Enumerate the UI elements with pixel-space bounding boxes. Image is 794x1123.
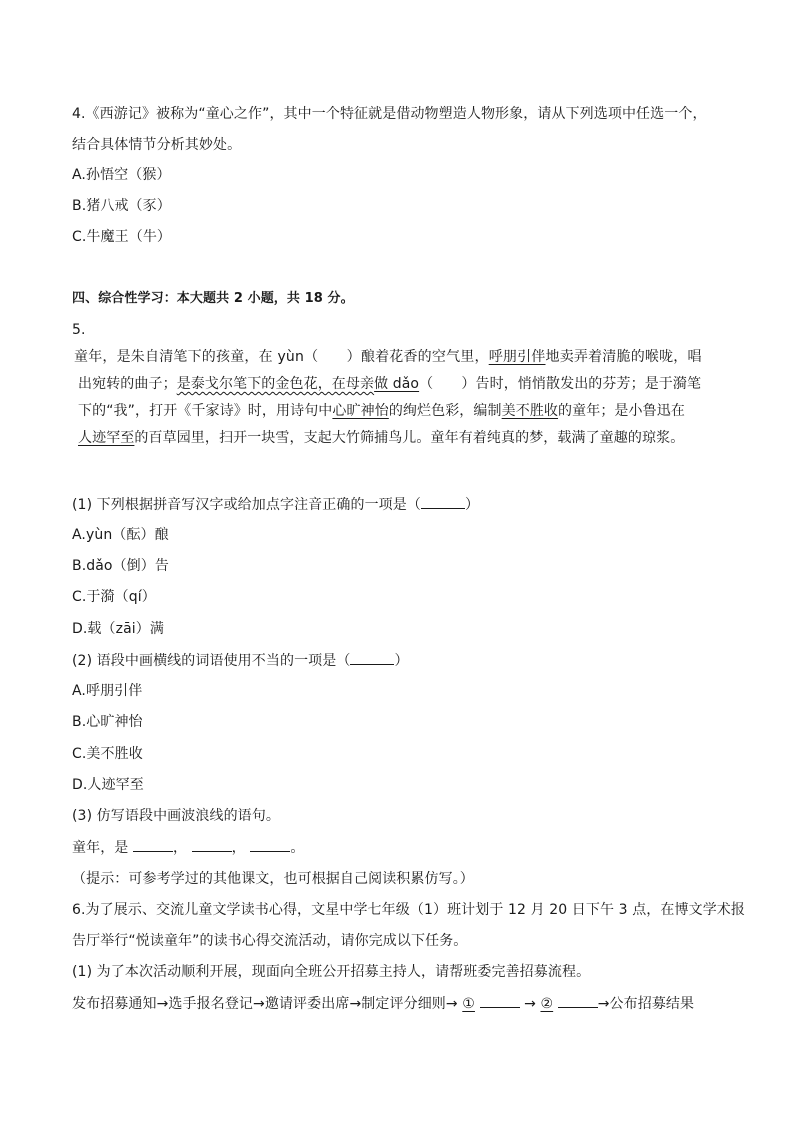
q4-option-c: C.牛魔王（牛）	[72, 229, 172, 245]
stem-text: (1) 下列根据拼音写汉字或给加点字注音正确的一项是（	[72, 497, 421, 513]
passage-text: 地卖弄着清脆的喉咙，唱	[545, 349, 702, 365]
q5-sub2-option-b: B.心旷神怡	[72, 714, 143, 730]
q5-passage-line3	[78, 401, 685, 421]
stem-text: (2) 语段中画横线的词语使用不当的一项是（	[72, 653, 351, 669]
passage-text: 的绚烂色彩，编制	[388, 403, 502, 419]
passage-text: 下的“我”，打开《千家诗》时，用诗句中	[78, 403, 333, 419]
underlined-word: 美不胜收	[501, 403, 559, 419]
q6-sub1-flow	[72, 993, 694, 1014]
arrow-icon: →	[524, 996, 536, 1012]
q5-sub3-hint: （提示：可参考学过的其他课文，也可根据自己阅读积累仿写。）	[72, 871, 474, 887]
answer-blank[interactable]	[133, 837, 173, 852]
q4-option-b: B.猪八戒（豕）	[72, 198, 171, 214]
flow-text: →公布招募结果	[597, 996, 695, 1012]
template-text: ，	[231, 840, 246, 856]
answer-blank[interactable]	[250, 837, 290, 852]
q6-stem-line2: 告厅举行“悦读童年”的读书心得交流活动，请你完成以下任务。	[72, 933, 468, 949]
q5-passage-line1	[74, 347, 702, 367]
q5-sub1-option-b: B.dǎo（倒）告	[72, 558, 169, 574]
q6-stem-line1: 6.为了展示、交流儿童文学读书心得，文星中学七年级（1）班计划于 12 月 20 日下午 3 点，在博文学术报	[72, 902, 745, 918]
circled-number-1: ①	[462, 996, 475, 1012]
q5-sub2-stem	[72, 650, 409, 671]
passage-text: 童年，是朱自清笔下的孩童，在 yùn（ ）酿着花香的空气里，	[74, 349, 489, 365]
answer-blank[interactable]	[192, 837, 232, 852]
q5-sub3-template	[72, 837, 304, 858]
underlined-word: 呼朋引伴	[488, 349, 546, 365]
underlined-word: 做 dǎo	[374, 376, 420, 392]
circled-number-2: ②	[540, 996, 554, 1012]
q5-sub2-option-c: C.美不胜收	[72, 746, 143, 762]
passage-text: 出宛转的曲子；	[78, 376, 177, 392]
stem-text: ）	[464, 497, 480, 513]
flow-text: 发布招募通知→选手报名登记→邀请评委出席→制定评分细则→	[72, 996, 458, 1012]
q5-passage-line2	[78, 374, 701, 394]
stem-text: ）	[394, 653, 409, 669]
template-text: 。	[290, 840, 305, 856]
section-heading: 四、综合性学习：本大题共 2 小题，共 18 分。	[72, 291, 354, 306]
q5-number: 5.	[72, 322, 86, 338]
q5-sub3-stem: (3) 仿写语段中画波浪线的语句。	[72, 808, 280, 824]
answer-blank[interactable]	[421, 494, 465, 509]
answer-blank[interactable]	[350, 650, 394, 665]
q4-option-a: A.孙悟空（猴）	[72, 167, 171, 183]
passage-text: （ ）告时，悄悄散发出的芬芳；是于漪笔	[419, 376, 702, 392]
q6-sub1-stem: (1) 为了本次活动顺利开展，现面向全班公开招募主持人，请帮班委完善招募流程。	[72, 964, 591, 980]
q5-sub1-option-c: C.于漪（qí）	[72, 589, 156, 605]
template-text: ，	[172, 840, 188, 856]
q5-sub1-stem	[72, 494, 479, 515]
template-text: 童年，是	[72, 840, 129, 856]
passage-text: 的童年；是小鲁迅在	[558, 403, 685, 419]
q5-sub1-option-d: D.载（zāi）满	[72, 621, 164, 637]
q5-sub1-option-a: A.yùn（酝）酿	[72, 527, 169, 543]
answer-blank[interactable]	[480, 993, 520, 1008]
underlined-word: 心旷神怡	[332, 403, 389, 419]
wavy-underlined-sentence: 是泰戈尔笔下的金色花，在母亲	[176, 376, 375, 392]
passage-text: 的百草园里，扫开一块雪，支起大竹筛捕鸟儿。童年有着纯真的梦，载满了童趣的琼浆。	[134, 430, 685, 446]
q5-sub2-option-a: A.呼朋引伴	[72, 683, 143, 699]
q5-passage-line4	[78, 428, 684, 448]
answer-blank[interactable]	[558, 993, 598, 1008]
q4-stem-line2: 结合具体情节分析其妙处。	[72, 137, 242, 153]
q5-sub2-option-d: D.人迹罕至	[72, 777, 144, 793]
q4-stem-line1: 4.《西游记》被称为“童心之作”，其中一个特征就是借动物塑造人物形象，请从下列选项中任选一个，	[72, 106, 707, 122]
underlined-word: 人迹罕至	[78, 430, 135, 446]
